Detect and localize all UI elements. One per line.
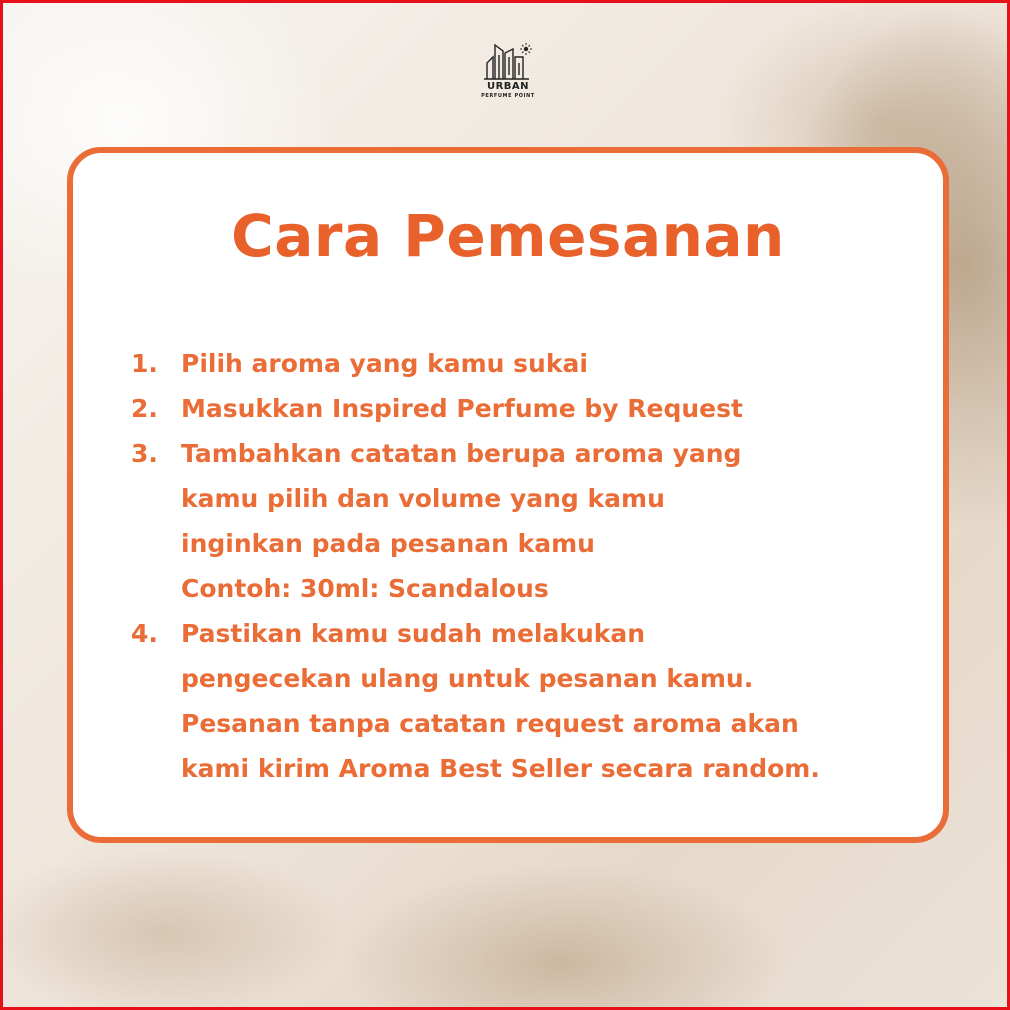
step-text: Pastikan kamu sudah melakukan [181,619,646,648]
list-item [131,431,921,611]
step-text: kamu pilih dan volume yang kamu [181,484,665,513]
step-number: 3. [131,439,158,468]
list-item [131,386,921,431]
instructions-card [67,147,949,843]
list-item [131,611,921,791]
brand-logo [473,41,543,103]
brand-name: URBAN [486,81,530,92]
page-title: Cara Pemesanan [231,202,785,270]
step-text: Pesanan tanpa catatan request aroma akan [181,709,799,738]
step-example: Contoh: 30ml: Scandalous [181,574,549,603]
step-text: kami kirim Aroma Best Seller secara random. [181,754,820,783]
step-text: pengecekan ulang untuk pesanan kamu. [181,664,754,693]
brand-tagline: PERFUME POINT [481,93,535,99]
step-number: 1. [131,349,158,378]
step-number: 2. [131,394,158,423]
city-skyline-icon [483,41,533,81]
steps-list [131,341,921,791]
list-item [131,341,921,386]
step-text: Pilih aroma yang kamu sukai [181,349,588,378]
step-number: 4. [131,619,158,648]
step-text: Tambahkan catatan berupa aroma yang [181,439,742,468]
step-text: Masukkan Inspired Perfume by Request [181,394,743,423]
step-text: inginkan pada pesanan kamu [181,529,595,558]
